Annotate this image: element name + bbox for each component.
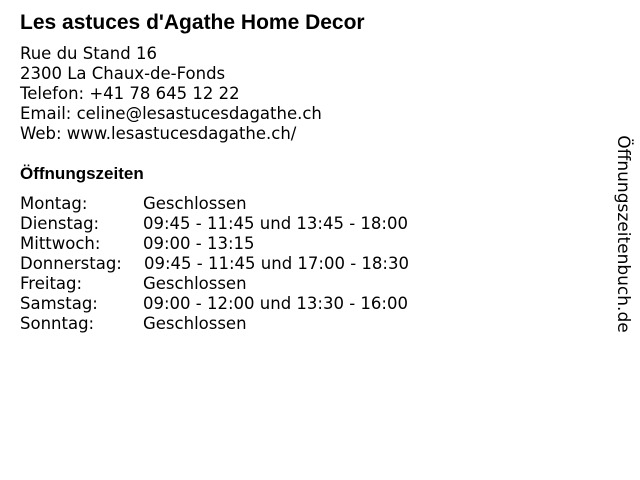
opening-hours-heading: Öffnungszeiten xyxy=(20,164,144,183)
day-label: Donnerstag: xyxy=(20,254,122,273)
day-label: Freitag: xyxy=(20,274,83,293)
email-line: Email: celine@lesastucesdagathe.ch xyxy=(20,104,322,123)
day-hours: 09:45 - 11:45 und 17:00 - 18:30 xyxy=(144,254,409,273)
hours-row-monday xyxy=(20,194,409,214)
day-label: Samstag: xyxy=(20,294,98,313)
hours-row-thursday xyxy=(20,254,409,274)
day-label: Dienstag: xyxy=(20,214,100,233)
hours-row-friday xyxy=(20,274,409,294)
site-watermark xyxy=(613,132,633,335)
hours-row-tuesday xyxy=(20,214,409,234)
day-hours: Geschlossen xyxy=(143,274,247,293)
day-hours: Geschlossen xyxy=(143,194,247,213)
postal-city: 2300 La Chaux-de-Fonds xyxy=(20,64,226,83)
opening-hours-table xyxy=(20,194,409,334)
hours-row-wednesday xyxy=(20,234,409,254)
day-label: Mittwoch: xyxy=(20,234,101,253)
day-label: Sonntag: xyxy=(20,314,95,333)
hours-row-saturday xyxy=(20,294,409,314)
business-name: Les astuces d'Agathe Home Decor xyxy=(20,11,365,34)
address-block xyxy=(20,44,322,144)
day-label: Montag: xyxy=(20,194,88,213)
day-hours: Geschlossen xyxy=(143,314,247,333)
phone-line: Telefon: +41 78 645 12 22 xyxy=(20,84,240,103)
hours-row-sunday xyxy=(20,314,409,334)
watermark-text: Öffnungszeitenbuch.de xyxy=(613,134,633,333)
day-hours: 09:00 - 13:15 xyxy=(143,234,255,253)
website-line: Web: www.lesastucesdagathe.ch/ xyxy=(20,124,297,143)
day-hours: 09:45 - 11:45 und 13:45 - 18:00 xyxy=(143,214,408,233)
street-address: Rue du Stand 16 xyxy=(20,44,157,63)
day-hours: 09:00 - 12:00 und 13:30 - 16:00 xyxy=(143,294,408,313)
